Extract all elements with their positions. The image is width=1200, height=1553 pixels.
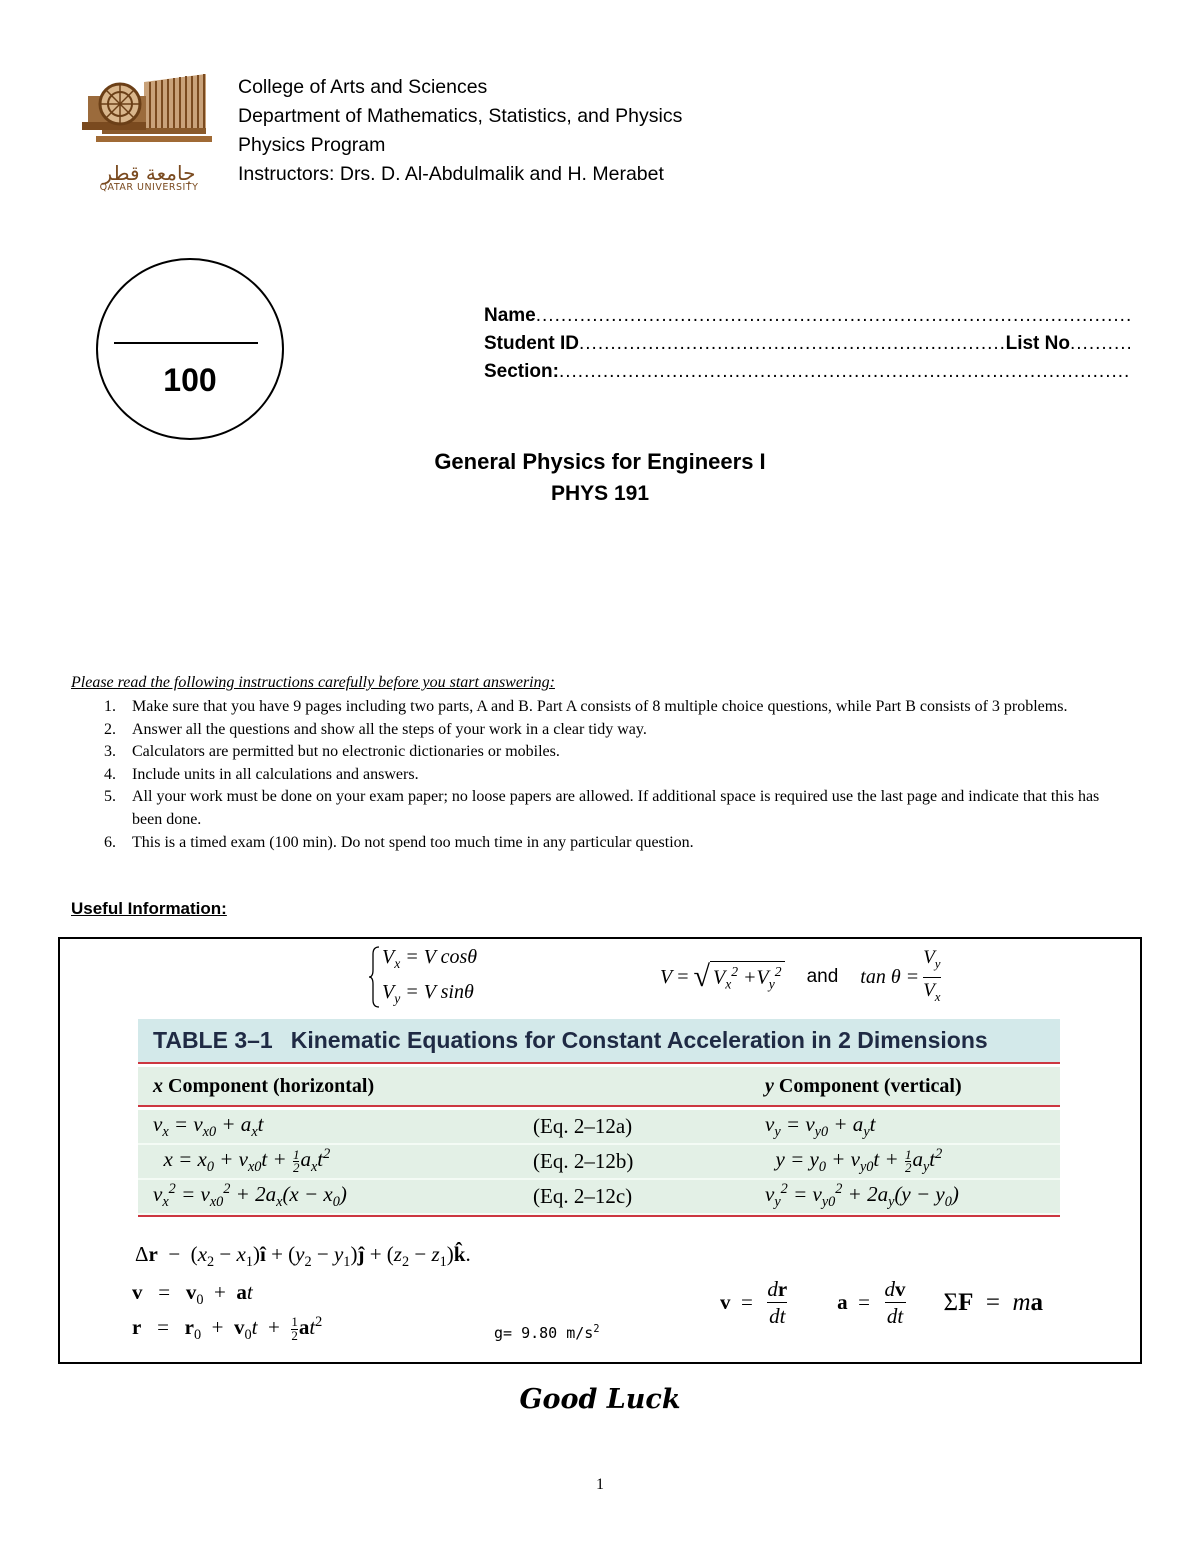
list-item: 5. All your work must be done on your exam paper; no loose papers are allowed. If additional space is required use the last page and indicate that this has been done. — [104, 788, 1100, 828]
university-logo — [82, 68, 216, 193]
course-code: PHYS 191 — [550, 482, 650, 505]
college-name: College of Arts and Sciences — [238, 76, 488, 98]
and-text: and — [806, 966, 839, 987]
good-luck-text: Good Luck — [519, 1384, 681, 1415]
student-id-label: Student ID — [484, 333, 579, 354]
list-item: 1. Make sure that you have 9 pages including two parts, A and B. Part A consists of 8 multiple choice questions, while Part B consists of 3 problems. — [104, 698, 1068, 715]
section-field — [484, 361, 1130, 383]
program-name: Physics Program — [238, 134, 386, 156]
eq-ref: (Eq. 2–12a) — [533, 1114, 633, 1138]
table-row: $x = x_0 + v_{x0}t$ + $\frac{1}{2}$ $a_xt^2$ (Eq. 2–12b) $y = y_0 + v_{y0}t$ + $\frac{1}{2}$ $a_yt^2$ — [138, 1145, 1060, 1180]
university-emblem-icon — [82, 68, 216, 164]
y-component-header: y Component (vertical) — [765, 1074, 962, 1097]
section-blank — [559, 361, 1130, 383]
list-no-label: List No — [1005, 333, 1070, 354]
x-component-header: x Component (horizontal) — [153, 1074, 375, 1097]
vector-components-formula: $V_x = V$ cosθ $V_y = V$ sinθ — [368, 944, 508, 1010]
score-total: 100 — [163, 362, 217, 398]
table-number: TABLE 3–1 — [153, 1027, 273, 1053]
instructions-list — [82, 696, 1102, 854]
logo-arabic-text: جامعة قطر — [102, 161, 196, 185]
left-brace-icon — [368, 946, 380, 1008]
table-title-text: Kinematic Equations for Constant Acceleration in 2 Dimensions — [290, 1027, 988, 1053]
list-item: 4. Include units in all calculations and answers. — [104, 765, 419, 783]
score-circle — [96, 258, 284, 440]
table-title — [138, 1019, 1060, 1064]
eq-ref: (Eq. 2–12b) — [533, 1149, 634, 1173]
eq-ref: (Eq. 2–12c) — [533, 1184, 633, 1208]
gravity-value: g= 9.80 $m/s^2$ — [494, 1324, 600, 1342]
score-blank-line — [114, 342, 258, 344]
page-number: 1 — [596, 1476, 604, 1493]
position-formula: $r = r_0 + v_0t$ + $\frac{1}{2}$ $at^2$ — [132, 1314, 323, 1344]
section-label: Section: — [484, 361, 559, 382]
list-no-blank — [1070, 333, 1130, 355]
institution-header — [238, 73, 682, 189]
student-id-blank — [579, 333, 1006, 355]
name-blank — [536, 305, 1130, 327]
derivative-formulas: v = $\frac{dr}{dt}$ a = $\frac{dv}{dt}$ ΣF = ma — [720, 1277, 1044, 1328]
list-item: 3. Calculators are permitted but no electronic dictionaries or mobiles. — [104, 743, 560, 761]
name-field — [484, 305, 1130, 327]
name-label: Name — [484, 305, 536, 326]
logo-english-text: QATAR UNIVERSITY — [99, 182, 199, 193]
displacement-formula: $\Delta r - (x_2$ − $x_1)î + (y_2$ − $y_1)ĵ + (z_2$ − $z_1)k̂$. — [135, 1242, 471, 1271]
table-header-row — [138, 1067, 1060, 1107]
velocity-formula: $v = v_0$ + at — [132, 1280, 253, 1309]
list-item: 2. Answer all the questions and show all the steps of your work in a clear tidy way. — [104, 720, 647, 738]
table-row: $v_x^2 = v_{x0}^2 + 2a_x(x - x_0)$ (Eq. 2–12c) $v_y^2 = v_{y0}^2 + 2a_y(y - y_0)$ — [138, 1180, 1060, 1215]
useful-info-heading: Useful Information: — [71, 899, 227, 918]
instructions-heading: Please read the following instructions carefully before you start answering: — [71, 674, 555, 691]
kinematic-equations-table — [138, 1019, 1060, 1227]
course-title: General Physics for Engineers I — [434, 449, 766, 474]
magnitude-angle-formula: V = √ $V_x^2 +V_y^2$ and tan θ = $\frac{V_y}{V_x}$ — [660, 952, 945, 1002]
department-name: Department of Mathematics, Statistics, and Physics — [238, 105, 683, 127]
student-id-field — [484, 333, 1130, 355]
instructors: Instructors: Drs. D. Al-Abdulmalik and H. Merabet — [238, 163, 664, 185]
list-item: 6. This is a timed exam (100 min). Do not spend too much time in any particular question. — [104, 833, 694, 851]
table-row: $v_x = v_{x0} + a_xt$ (Eq. 2–12a) $v_y = v_{y0} + a_yt$ — [138, 1110, 1060, 1145]
